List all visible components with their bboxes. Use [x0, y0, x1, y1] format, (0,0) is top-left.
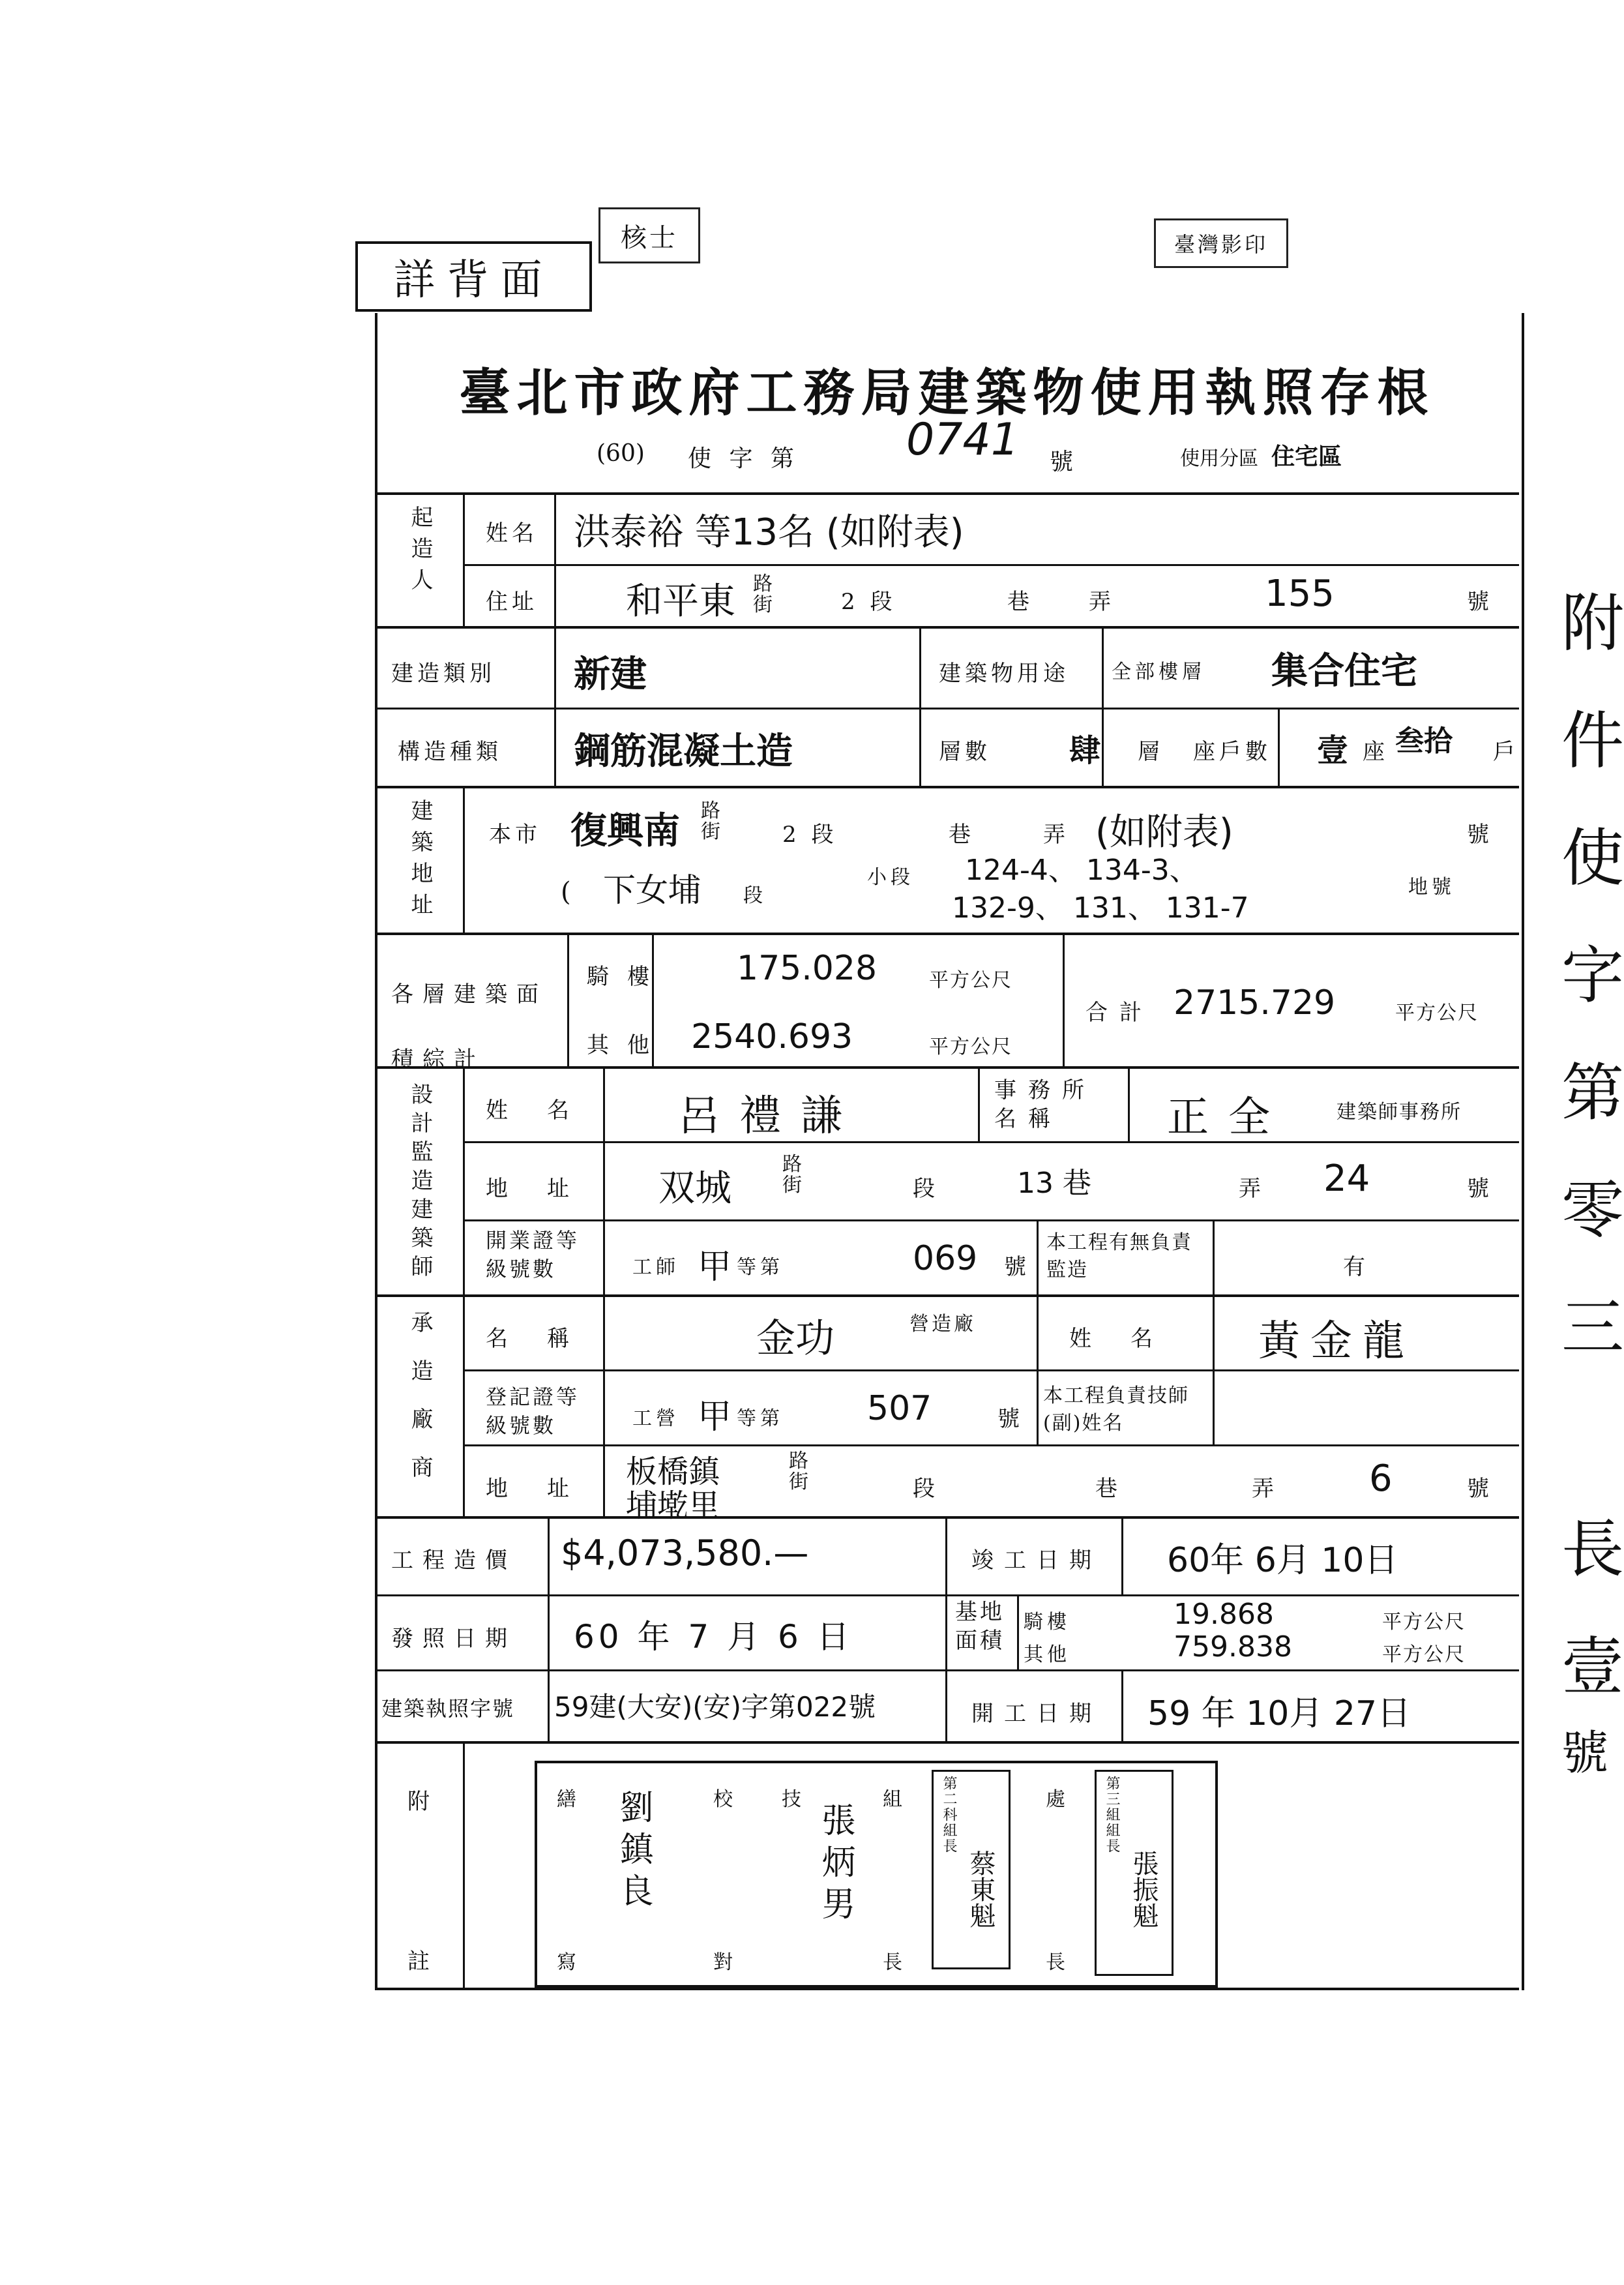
contractor-cert-grade: 甲: [698, 1397, 732, 1437]
base-other-value: 759.838: [1174, 1630, 1292, 1664]
structure-value: 鋼筋混凝土造: [574, 730, 793, 773]
col-divider: [919, 626, 921, 786]
contractor-address-line1: 板橋鎮: [626, 1454, 720, 1490]
contractor-address-no: 6: [1369, 1457, 1393, 1500]
area-other-value: 2540.693: [691, 1017, 853, 1056]
architect-address-alley: 弄: [1239, 1176, 1265, 1202]
contractor-address-alley: 弄: [1252, 1476, 1278, 1502]
issue-date-label: 發照日期: [391, 1626, 516, 1652]
contractor-address-seg: 段: [913, 1476, 939, 1502]
zone-value: 住宅區: [1271, 443, 1342, 470]
margin-char: 字: [1561, 939, 1624, 1012]
contractor-engineer-label: 本工程負責技師(副)姓名: [1043, 1384, 1189, 1435]
site-section-label: 建築地址: [407, 799, 433, 924]
margin-char: 零: [1561, 1174, 1624, 1247]
contractor-cert-suffix: 號: [997, 1406, 1024, 1432]
stamp-3-title: 第二科組長: [941, 1776, 957, 1854]
applicant-address-street: 和平東: [626, 580, 735, 623]
col-divider: [945, 1516, 947, 1741]
base-arcade-label: 騎樓: [1024, 1611, 1070, 1634]
row-divider: [463, 1219, 1519, 1221]
area-total-label: 合計: [1085, 1000, 1153, 1026]
signature-2: 張炳男: [816, 1802, 855, 1928]
base-other-label: 其他: [1024, 1643, 1070, 1666]
col-divider: [1213, 1219, 1215, 1294]
units-label: 座戶數: [1193, 739, 1271, 765]
units-unit: 座: [1363, 739, 1389, 765]
architect-supervise-label: 本工程有無負責監造: [1046, 1231, 1192, 1281]
architect-office-value: 正全: [1167, 1094, 1290, 1142]
base-area-label: 基地面積: [955, 1599, 1005, 1654]
site-lot-area: 下女埔: [603, 871, 701, 909]
row-divider: [375, 492, 1519, 495]
col-divider: [1037, 1294, 1039, 1369]
approval-block: [535, 1761, 1218, 1988]
site-lots-line1: 124-4、 134-3、: [965, 854, 1198, 887]
area-other-label: 其他: [587, 1032, 668, 1058]
applicant-address-no: 155: [1265, 573, 1335, 615]
row-divider: [463, 1444, 1519, 1446]
col-divider: [1037, 1369, 1039, 1444]
col-divider: [463, 1741, 465, 1988]
contractor-name-suffix: 營造廠: [909, 1313, 976, 1336]
stamp-section-chief: [932, 1770, 1011, 1969]
area-arcade-value: 175.028: [737, 949, 878, 988]
col-divider: [567, 933, 569, 1066]
contractor-address-lane: 巷: [1095, 1476, 1121, 1502]
applicant-address-lane: 巷: [1007, 589, 1033, 615]
architect-name-label: 姓名: [486, 1098, 608, 1124]
finish-date-label: 竣工日期: [971, 1547, 1102, 1574]
building-use-label: 建築物用途: [939, 661, 1069, 687]
site-road: 路街: [701, 799, 724, 843]
margin-char: 號: [1561, 1725, 1609, 1780]
signature-1: 劉鎮良: [613, 1789, 653, 1915]
cost-value: $4,073,580.—: [561, 1532, 809, 1574]
col-divider: [1017, 1594, 1019, 1669]
row-divider: [375, 708, 1519, 709]
site-street: 復興南: [570, 810, 680, 852]
col-divider: [463, 1066, 465, 1516]
col-divider: [1213, 1369, 1215, 1444]
architect-address-no: 24: [1323, 1157, 1370, 1200]
col-divider: [1121, 1516, 1123, 1594]
architect-cert-mid: 等第: [737, 1256, 784, 1279]
row-divider: [375, 1294, 1519, 1297]
households-unit: 戶: [1493, 739, 1519, 765]
contractor-cert-no: 507: [867, 1389, 932, 1428]
contractor-cert-prefix: 工營: [632, 1407, 679, 1430]
architect-office-suffix: 建築師事務所: [1336, 1101, 1462, 1124]
col-divider: [1128, 1066, 1130, 1141]
role-label-5: 技: [782, 1788, 805, 1811]
role-label-3: 校: [713, 1788, 737, 1811]
area-total-value: 2715.729: [1174, 983, 1336, 1023]
contractor-address-no-label: 號: [1467, 1476, 1493, 1502]
build-type-value: 新建: [574, 653, 647, 696]
building-use-value: 集合住宅: [1271, 650, 1417, 693]
applicant-address-alley: 弄: [1089, 589, 1115, 615]
applicant-address-no-label: 號: [1467, 589, 1493, 615]
col-divider: [1213, 1294, 1215, 1369]
floors-value: 肆: [1069, 732, 1101, 769]
permit-suffix: 號: [1050, 449, 1074, 475]
area-section-label: 各層建築面積綜計: [391, 981, 548, 1073]
col-divider: [1037, 1219, 1039, 1294]
role-label-6: 組: [883, 1788, 906, 1811]
row-divider: [375, 933, 1519, 935]
applicant-address-road: 路街: [753, 573, 776, 616]
building-use-floor: 全部樓層: [1112, 661, 1205, 683]
row-divider: [375, 786, 1519, 788]
stamp-4-title: 第三組組長: [1104, 1776, 1120, 1854]
row-divider: [463, 1141, 1519, 1143]
contractor-section-label: 承造廠商: [407, 1311, 433, 1504]
remarks-label-bottom: 註: [407, 1949, 434, 1975]
base-other-unit: 平方公尺: [1382, 1643, 1466, 1666]
site-city: 本市: [489, 822, 541, 848]
area-other-unit: 平方公尺: [929, 1036, 1012, 1058]
col-divider: [554, 626, 556, 786]
role-label-7: 長: [883, 1951, 906, 1974]
architect-address-seg: 段: [913, 1176, 939, 1202]
cost-label: 工程造價: [391, 1547, 516, 1574]
contractor-person-value: 黃金龍: [1258, 1317, 1415, 1366]
architect-section-label: 設計監造建築師: [407, 1083, 433, 1283]
margin-char: 第: [1561, 1056, 1624, 1129]
form-title: 臺北市政府工務局建築物使用執照存根: [459, 363, 1435, 423]
permit-ref-label: 建築執照字號: [381, 1696, 515, 1721]
architect-cert-no: 069: [913, 1239, 978, 1278]
site-section: 2 段: [782, 822, 838, 848]
col-divider: [554, 492, 556, 626]
role-label-1: 繕: [557, 1788, 580, 1811]
margin-char: 使: [1561, 822, 1624, 895]
col-divider: [463, 492, 465, 626]
margin-char: 壹: [1561, 1630, 1624, 1703]
stamp-group-chief: [1095, 1770, 1174, 1976]
architect-cert-prefix: 工師: [632, 1256, 679, 1279]
stamp-3-name: 蔡東魁: [966, 1850, 996, 1928]
applicant-name-label: 姓名: [486, 520, 538, 546]
households-value: 叁拾: [1395, 724, 1453, 758]
contractor-cert-label: 登記證等級號數: [486, 1384, 580, 1438]
architect-name-value: 呂禮謙: [678, 1092, 862, 1141]
build-type-label: 建造類別: [391, 661, 495, 687]
site-no-label: 號: [1467, 822, 1493, 848]
remarks-label-top: 附: [407, 1789, 434, 1815]
floors-unit: 層: [1138, 739, 1164, 765]
architect-supervise-value: 有: [1343, 1254, 1369, 1280]
stamp-4-name: 張振魁: [1129, 1850, 1159, 1928]
row-divider: [375, 1988, 1519, 1990]
site-lot-seg: 段: [743, 884, 767, 907]
finish-date-value: 60年 6月 10日: [1167, 1541, 1398, 1580]
margin-char: 件: [1561, 704, 1624, 777]
permit-ref-value: 59建(大安)(安)字第022號: [554, 1691, 876, 1723]
applicant-section-label: 起造人: [407, 505, 433, 599]
applicant-name-value: 洪泰裕 等13名 (如附表): [574, 511, 964, 554]
site-lane: 巷: [949, 822, 975, 848]
applicant-address-label: 住址: [486, 589, 538, 615]
area-arcade-label: 騎樓: [587, 964, 668, 990]
architect-address-no-label: 號: [1467, 1176, 1493, 1202]
col-divider: [1121, 1669, 1123, 1741]
role-label-8: 處: [1046, 1788, 1069, 1811]
floors-label: 層數: [939, 739, 991, 765]
site-note: (如附表): [1095, 811, 1233, 854]
permit-number: 0741: [906, 414, 1020, 466]
role-label-4: 對: [713, 1951, 737, 1974]
architect-cert-suffix: 號: [1004, 1254, 1030, 1280]
start-date-label: 開工日期: [971, 1701, 1102, 1727]
contractor-person-label: 姓名: [1069, 1326, 1192, 1352]
stamp-left: 核士: [598, 207, 700, 263]
site-alley: 弄: [1043, 822, 1069, 848]
row-divider: [463, 564, 1519, 566]
col-divider: [603, 1066, 605, 1516]
start-date-value: 59 年 10月 27日: [1147, 1694, 1411, 1733]
row-divider: [375, 626, 1519, 629]
role-label-2: 寫: [557, 1951, 580, 1974]
architect-office-label: 事務所名稱: [994, 1077, 1096, 1132]
stamp-right: 臺灣影印: [1154, 218, 1288, 268]
architect-cert-label: 開業證等級號數: [486, 1228, 580, 1281]
col-divider: [1102, 626, 1104, 786]
site-lots-line2: 132-9、 131、 131-7: [952, 891, 1249, 925]
permit-prefix: 使 字 第: [688, 445, 799, 472]
role-label-9: 長: [1046, 1951, 1069, 1974]
contractor-cert-mid: 等第: [737, 1407, 784, 1430]
contractor-address-label: 地址: [486, 1476, 608, 1502]
architect-address-value: 双城: [658, 1167, 731, 1210]
col-divider: [463, 786, 465, 933]
area-total-unit: 平方公尺: [1395, 1002, 1479, 1024]
architect-address-lane: 13 巷: [1017, 1167, 1091, 1200]
contractor-name-value: 金功: [756, 1316, 834, 1362]
margin-char: 附: [1561, 587, 1624, 660]
margin-char: 長: [1561, 1513, 1624, 1586]
applicant-address-section: 2 段: [841, 589, 896, 615]
units-value: 壹: [1317, 732, 1349, 769]
col-divider: [548, 1516, 550, 1741]
contractor-address-line2: 埔墘里: [626, 1487, 720, 1524]
site-lot-no-label: 地號: [1408, 876, 1455, 899]
contractor-name-label: 名稱: [486, 1326, 608, 1352]
col-divider: [1063, 933, 1065, 1066]
permit-year: (60): [597, 440, 645, 467]
contractor-address-road: 路街: [789, 1450, 812, 1493]
col-divider: [978, 1066, 980, 1141]
area-arcade-unit: 平方公尺: [929, 969, 1012, 992]
architect-address-label: 地址: [486, 1176, 608, 1202]
zone-label: 使用分區: [1180, 447, 1258, 470]
margin-char: 三: [1561, 1291, 1624, 1364]
issue-date-value: 60 年 7 月 6 日: [574, 1618, 853, 1656]
architect-address-road: 路街: [782, 1153, 806, 1197]
structure-label: 構造種類: [398, 739, 502, 765]
col-divider: [1278, 708, 1280, 786]
row-divider: [463, 1369, 1519, 1371]
base-arcade-unit: 平方公尺: [1382, 1611, 1466, 1634]
site-lot-sub: 小段: [867, 866, 914, 889]
base-arcade-value: 19.868: [1174, 1598, 1274, 1631]
site-lot-paren: (: [561, 877, 575, 907]
architect-cert-grade: 甲: [698, 1247, 732, 1287]
back-side-tag: 詳背面: [355, 241, 592, 312]
row-divider: [375, 1741, 1519, 1744]
